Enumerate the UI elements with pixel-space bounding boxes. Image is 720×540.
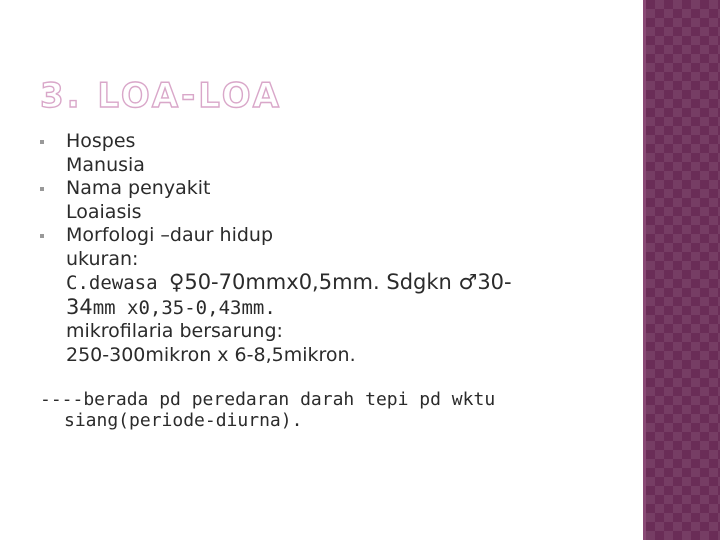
slide-title: 3. LOA-LOA — [40, 76, 283, 116]
periodicity-note — [40, 389, 620, 431]
bullet-item-hospes — [40, 130, 620, 177]
bullet-icon — [40, 187, 44, 191]
note-line-1: ----berada pd peredaran darah tepi pd wktu — [40, 389, 496, 410]
bullet-detail: Loaiasis — [66, 200, 142, 223]
bullet-label: Hospes — [66, 130, 136, 152]
morph-female-size: ♀50-70mmx0,5mm. — [168, 270, 380, 294]
morph-microfilaria-label: mikrofilaria bersarung: — [66, 320, 283, 342]
bullet-item-morfologi — [40, 224, 620, 367]
bullet-label: Morfologi –daur hidup — [66, 224, 274, 246]
bullet-detail: ukuran: — [66, 247, 139, 270]
morph-adult-size — [66, 271, 620, 296]
bullet-detail: Manusia — [66, 153, 145, 176]
slide-content — [40, 130, 620, 431]
decorative-side-panel — [643, 0, 720, 540]
morph-male-size-num: 34 — [66, 294, 93, 319]
morph-male-size: Sdgkn ♂30- — [379, 270, 512, 294]
bullet-icon — [40, 234, 44, 238]
bullet-icon — [40, 140, 44, 144]
bullet-item-nama-penyakit — [40, 177, 620, 224]
morph-adult-prefix: C.dewasa — [66, 272, 169, 294]
morph-microfilaria-size: 250-300mikron x 6-8,5mikron. — [66, 343, 356, 366]
morph-male-size-rest: mm x0,35-0,43mm. — [92, 296, 276, 319]
bullet-label: Nama penyakit — [66, 177, 211, 199]
note-line-2: siang(periode-diurna). — [64, 410, 303, 431]
morph-male-size-cont — [66, 296, 620, 321]
